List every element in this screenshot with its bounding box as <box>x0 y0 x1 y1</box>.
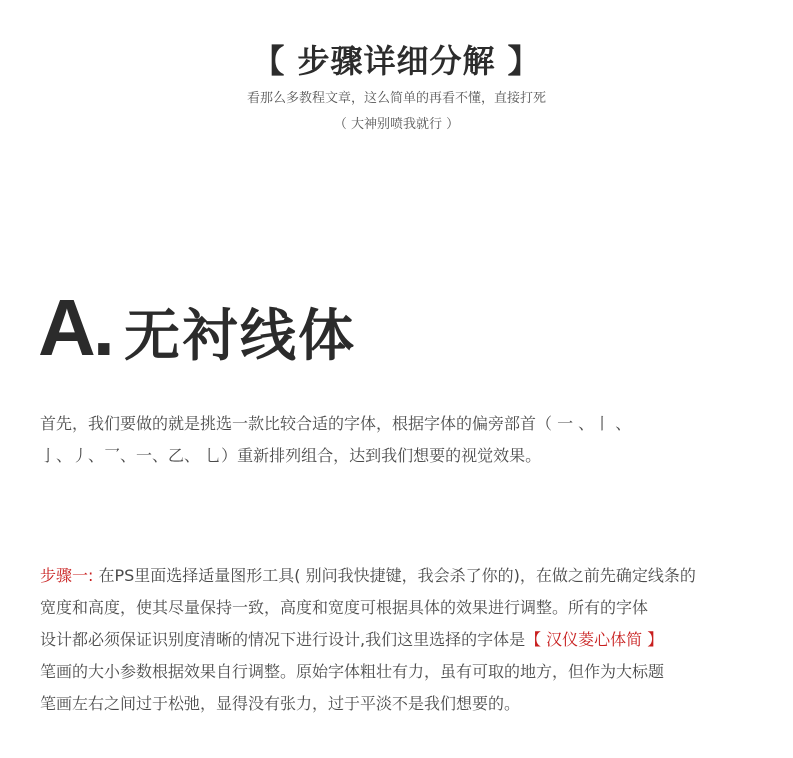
step-one-paragraph <box>40 560 780 720</box>
page-title: 【 步骤详细分解 】 <box>252 42 541 80</box>
intro-line: 首先，我们要做的就是挑选一款比较合适的字体，根据字体的偏旁部首（ 一 、丨 、 <box>40 414 632 433</box>
section-letter: A. <box>38 283 112 372</box>
page-header <box>0 40 793 134</box>
intro-paragraph <box>40 408 780 472</box>
step-label: 步骤一: <box>40 566 94 585</box>
step-line <box>40 560 780 592</box>
intro-line: 亅、丿、乛、一、乙、 乚）重新排列组合，达到我们想要的视觉效果。 <box>40 446 542 465</box>
step-line <box>40 624 780 656</box>
step-text: 设计都必须保证识别度清晰的情况下进行设计,我们这里选择的字体是 <box>40 630 526 649</box>
section-heading <box>38 283 356 377</box>
step-line: 笔画的大小参数根据效果自行调整。原始字体粗壮有力，虽有可取的地方，但作为大标题 <box>40 662 665 681</box>
step-line: 笔画左右之间过于松弛，显得没有张力，过于平淡不是我们想要的。 <box>40 694 521 713</box>
font-name-highlight: 【 汉仪菱心体简 】 <box>525 630 664 649</box>
step-text: 在PS里面选择适量图形工具( 别问我快捷键，我会杀了你的)，在做之前先确定线条的 <box>93 566 696 585</box>
page-note: （ 大神别喷我就行 ） <box>333 117 460 132</box>
page-subtitle: 看那么多教程文章，这么简单的再看不懂，直接打死 <box>246 91 546 106</box>
step-line: 宽度和高度，使其尽量保持一致，高度和宽度可根据具体的效果进行调整。所有的字体 <box>40 598 649 617</box>
section-title: 无衬线体 <box>124 304 356 369</box>
